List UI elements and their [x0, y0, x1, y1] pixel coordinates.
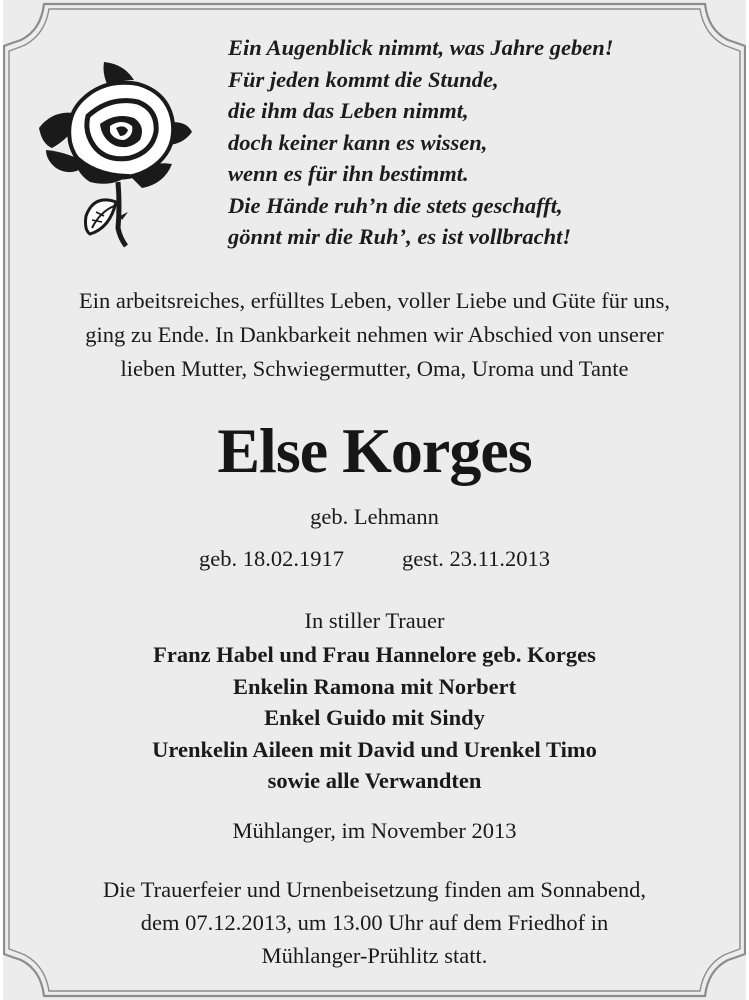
poem-line: gönnt mir die Ruh’, es ist vollbracht! [228, 224, 572, 249]
deceased-name: Else Korges [217, 415, 532, 486]
death-date: gest. 23.11.2013 [402, 546, 550, 571]
poem-line: wenn es für ihn bestimmt. [228, 161, 469, 186]
poem-line: Die Hände ruh’n die stets geschafft, [228, 192, 563, 218]
poem-line: Ein Augenblick nimmt, was Jahre geben! [228, 35, 614, 60]
mourner-line: Enkel Guido mit Sindy [264, 705, 485, 730]
intro-line: lieben Mutter, Schwiegermutter, Oma, Uroma und Tante [120, 356, 629, 381]
mourner-line: Urenkelin Aileen mit David und Urenkel Timo [152, 736, 597, 762]
ceremony-line: Die Trauerfeier und Urnenbeisetzung finden am Sonnabend, [103, 877, 646, 902]
intro-text [20, 284, 729, 386]
ceremony-info [0, 873, 749, 972]
place-date: Mühlanger, im November 2013 [232, 818, 517, 843]
mourner-line: Franz Habel und Frau Hannelore geb. Korges [153, 642, 596, 667]
life-dates [0, 543, 749, 575]
mourning-heading: In stiller Trauer [304, 608, 445, 633]
rose-icon [34, 56, 196, 252]
ceremony-line: Mühlanger-Prühlitz statt. [261, 943, 488, 968]
poem-line: doch keiner kann es wissen, [228, 129, 488, 155]
intro-line: Ein arbeitsreiches, erfülltes Leben, voller Liebe und Güte für uns, [78, 288, 671, 313]
maiden-name: geb. Lehmann [310, 504, 439, 529]
ceremony-line: dem 07.12.2013, um 13.00 Uhr auf dem Friedhof in [140, 910, 609, 935]
intro-line: ging zu Ende. In Dankbarkeit nehmen wir Abschied von unserer [85, 322, 664, 347]
poem-line: Für jeden kommt die Stunde, [228, 66, 499, 92]
birth-date: geb. 18.02.1917 [199, 546, 345, 571]
poem-line: die ihm das Leben nimmt, [228, 98, 469, 123]
poem [228, 32, 708, 253]
mourners-list [0, 639, 749, 797]
mourner-line: Enkelin Ramona mit Norbert [232, 673, 517, 699]
mourner-line: sowie alle Verwandten [267, 768, 482, 793]
